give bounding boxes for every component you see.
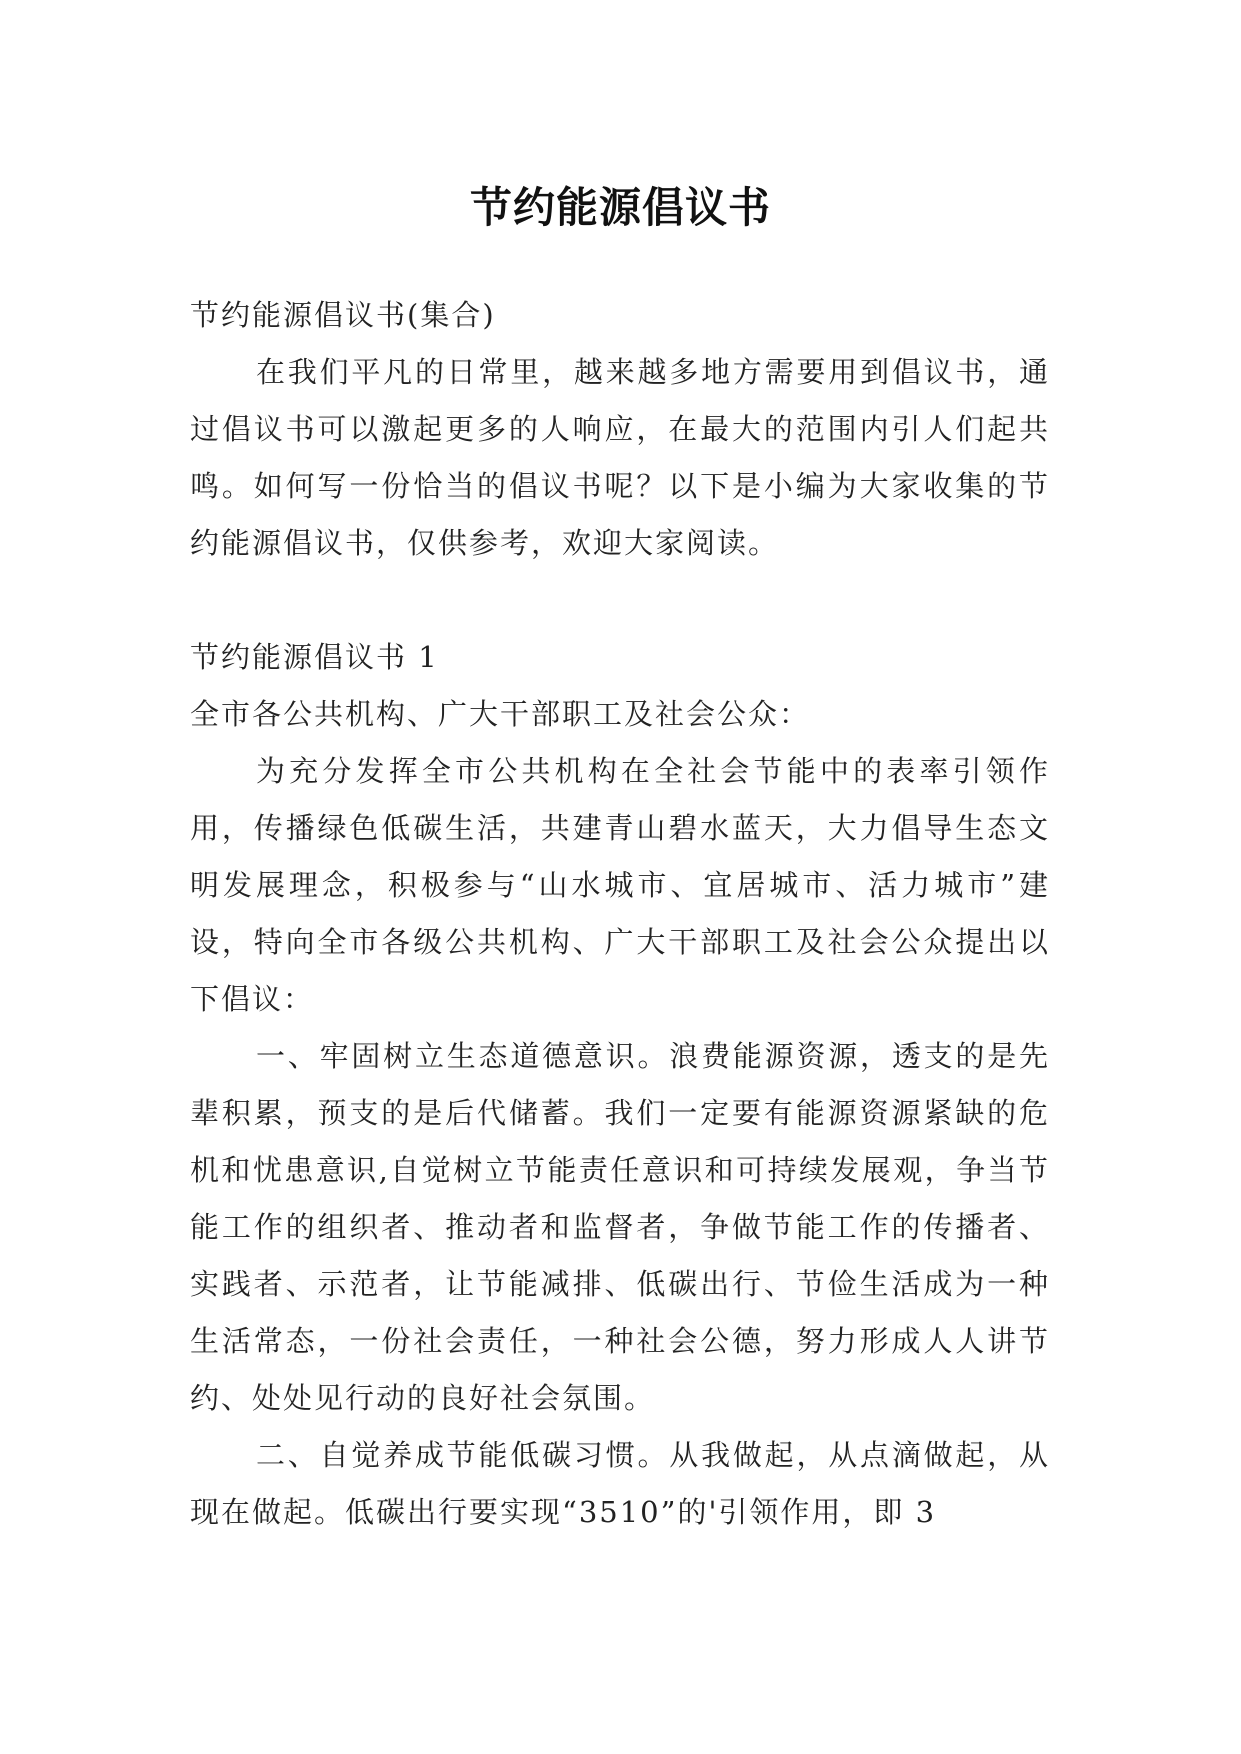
section-heading: 节约能源倡议书 1: [190, 640, 439, 674]
salutation: 全市各公共机构、广大干部职工及社会公众：: [190, 697, 811, 731]
intro-paragraph: 在我们平凡的日常里，越来越多地方需要用到倡议书，通过倡议书可以激起更多的人响应，在最大的范围内引人们起共鸣。如何写一份恰当的倡议书呢？以下是小编为大家收集的节约能源倡议书，仅供参考，欢迎大家阅读。: [190, 355, 1050, 560]
body-paragraph: 一、牢固树立生态道德意识。浪费能源资源，透支的是先辈积累，预支的是后代储蓄。我们一定要有能源资源紧缺的危机和忧患意识,自觉树立节能责任意识和可持续发展观，争当节能工作的组织者、推动者和监督者，争做节能工作的传播者、实践者、示范者，让节能减排、低碳出行、节俭生活成为一种生活常态，一份社会责任，一种社会公德，努力形成人人讲节约、处处见行动的良好社会氛围。: [190, 1039, 1050, 1415]
body-paragraph: 二、自觉养成节能低碳习惯。从我做起，从点滴做起，从现在做起。低碳出行要实现“3510”的'引领作用，即 3: [190, 1438, 1050, 1529]
body-paragraph: 为充分发挥全市公共机构在全社会节能中的表率引领作用，传播绿色低碳生活，共建青山碧水蓝天，大力倡导生态文明发展理念，积极参与“山水城市、宜居城市、活力城市”建设，特向全市各级公共机构、广大干部职工及社会公众提出以下倡议：: [190, 754, 1050, 1016]
document-subtitle: 节约能源倡议书(集合): [190, 298, 496, 332]
document-title: 节约能源倡议书: [469, 183, 771, 233]
section-spacer: [190, 572, 1050, 629]
document-body: [190, 287, 1050, 1541]
